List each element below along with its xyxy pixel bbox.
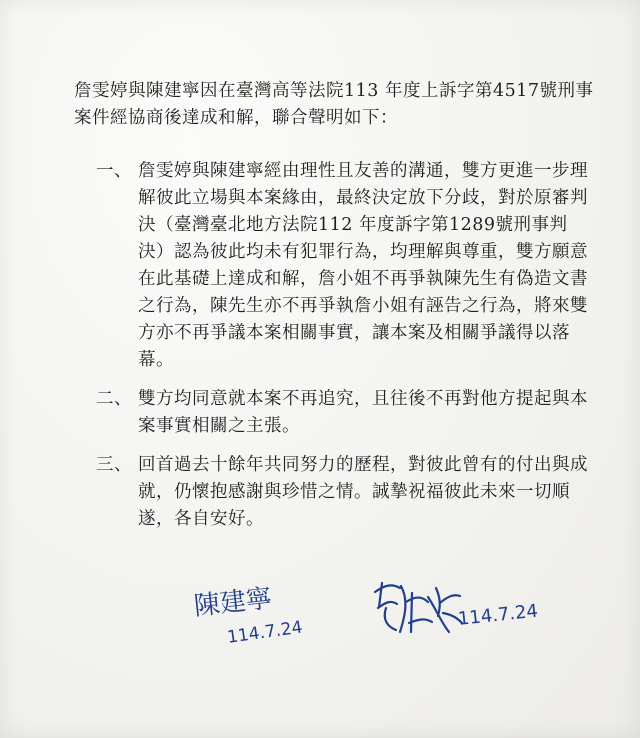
signature-jhan (370, 574, 570, 654)
clause-1 (74, 158, 594, 374)
signature-name: 陳建寧 (192, 583, 274, 622)
statement-intro: 詹雯婷與陳建寧因在臺灣高等法院113 年度上訴字第4517號刑事案件經協商後達成和解，聯合聲明如下： (74, 81, 594, 128)
handwritten-signature-icon (370, 574, 465, 646)
clause-text: 回首過去十餘年共同努力的歷程，對彼此曾有的付出與成就，仍懷抱感謝與珍惜之情。誠摯祝福彼此未來一切順遂，各自安好。 (138, 455, 588, 529)
clause-text: 詹雯婷與陳建寧經由理性且友善的溝通，雙方更進一步理解彼此立場與本案緣由，最終決定放下分歧，對於原審判決（臺灣臺北地方法院112 年度訴字第1289號刑事判決）認為彼此均未有犯罪行為，均理解與尊重，雙方願意在此基礎上達成和解，詹小姐不再爭執陳先生有偽造文書之行為，陳先生亦不再爭執詹小姐有誣告之行為，將來雙方亦不再爭議本案相關事實，讓本案及相關爭議得以落幕。 (138, 161, 588, 370)
statement-body (74, 78, 594, 545)
clause-number: 三、 (96, 455, 132, 475)
clause-3 (74, 452, 594, 533)
clause-number: 二、 (96, 389, 132, 409)
signature-date: 114.7.24 (457, 600, 539, 630)
clause-text: 雙方均同意就本案不再追究，且往後不再對他方提起與本案事實相關之主張。 (138, 389, 588, 436)
signature-date: 114.7.24 (226, 617, 304, 648)
signature-chen (192, 580, 312, 648)
clause-number: 一、 (96, 161, 132, 181)
clause-2 (74, 386, 594, 440)
